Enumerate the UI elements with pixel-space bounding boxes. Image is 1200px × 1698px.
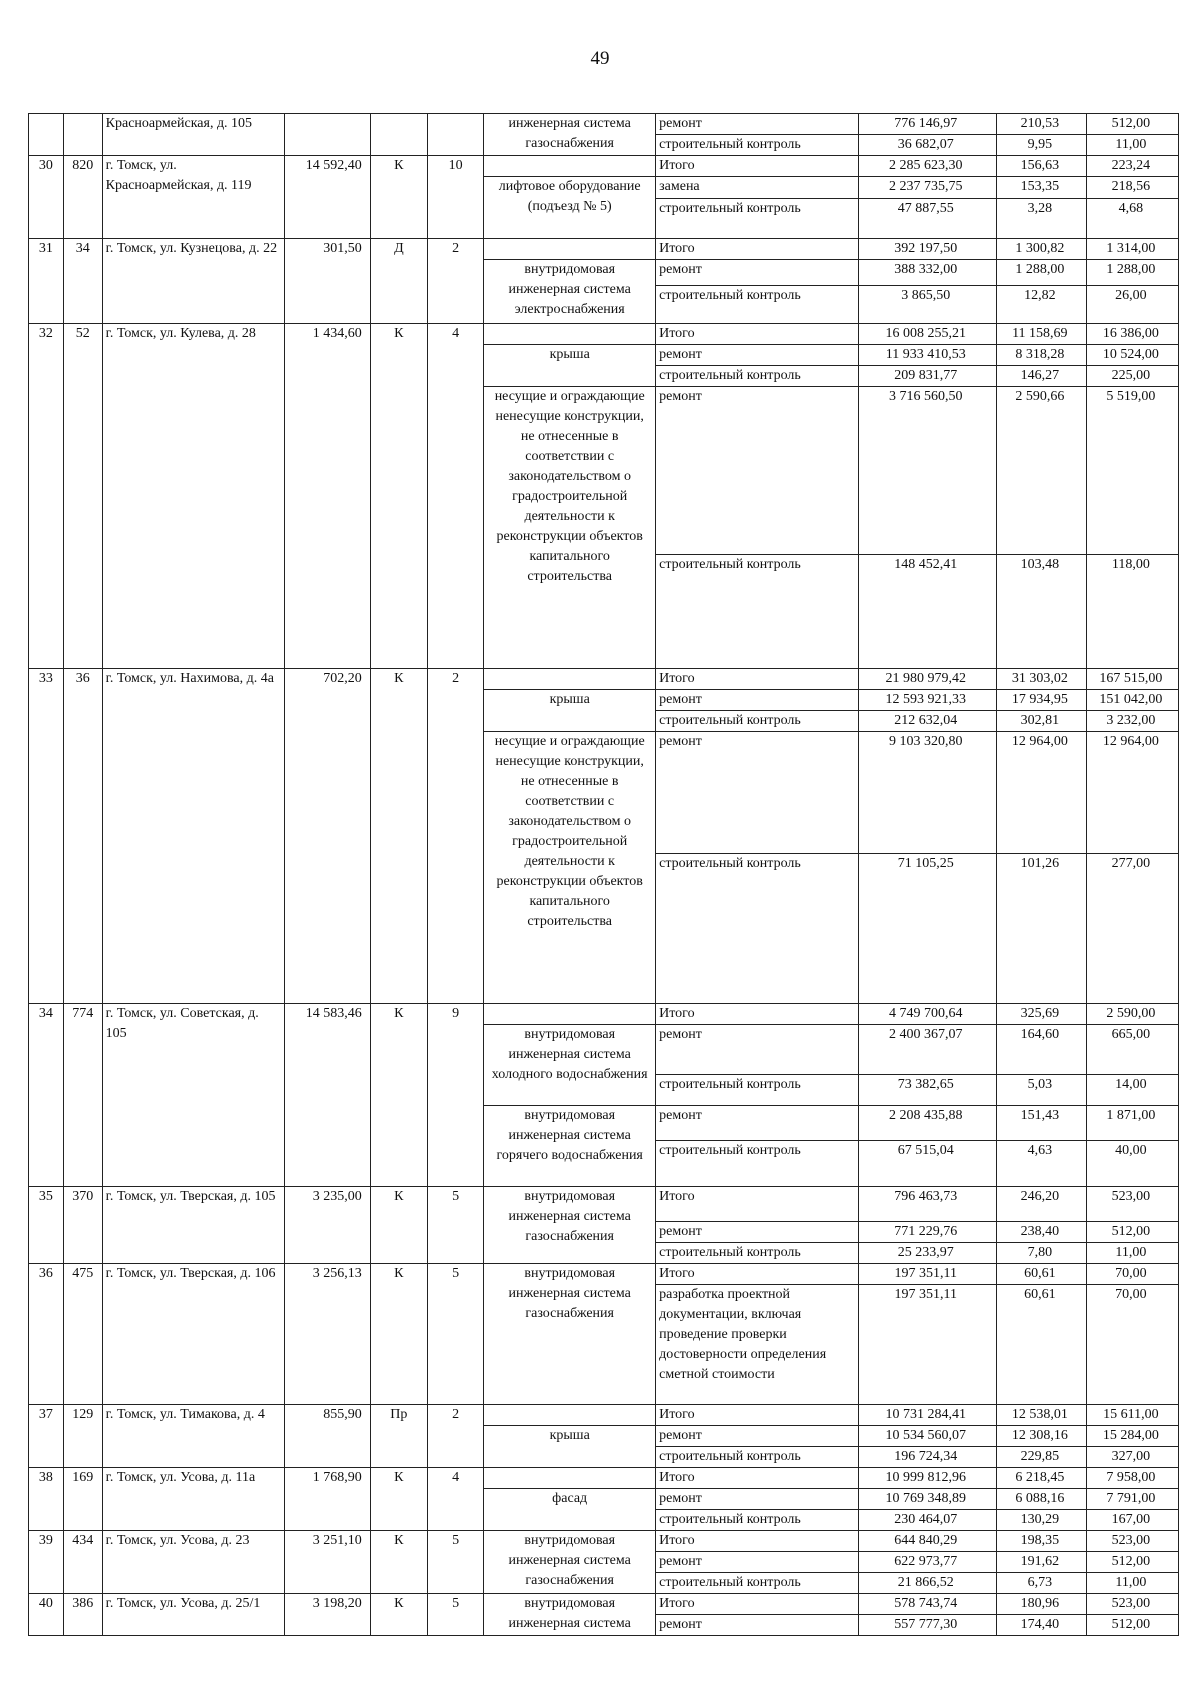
cost-limit: 277,00: [1086, 854, 1178, 1004]
work-type-code: Пр: [370, 1405, 427, 1468]
structural-element: [484, 669, 656, 690]
work-cost: 209 831,77: [858, 366, 996, 387]
work-cost: 148 452,41: [858, 555, 996, 669]
cost-limit: 11,00: [1086, 1573, 1178, 1594]
record-number: [29, 114, 64, 156]
floor-count: 2: [427, 239, 483, 324]
work-cost: 3 865,50: [858, 286, 996, 324]
work-cost: 71 105,25: [858, 854, 996, 1004]
house-area: 3 235,00: [284, 1187, 370, 1264]
house-area: 3 198,20: [284, 1594, 370, 1636]
work-kind: ремонт: [656, 1222, 859, 1243]
unit-cost: 1 288,00: [996, 260, 1086, 286]
work-cost: 11 933 410,53: [858, 345, 996, 366]
work-cost: 9 103 320,80: [858, 732, 996, 854]
work-type-code: К: [370, 1594, 427, 1636]
unit-cost: 8 318,28: [996, 345, 1086, 366]
capital-repair-register-table: [28, 113, 1179, 1636]
unit-cost: 60,61: [996, 1264, 1086, 1285]
table-row: [29, 1531, 1179, 1552]
unit-cost: 101,26: [996, 854, 1086, 1004]
house-address: г. Томск, ул. Усова, д. 23: [102, 1531, 284, 1594]
cost-limit: 10 524,00: [1086, 345, 1178, 366]
record-number: 37: [29, 1405, 64, 1468]
work-cost: 73 382,65: [858, 1075, 996, 1106]
structural-element: внутридомовая инженерная система: [484, 1594, 656, 1636]
table-row: [29, 1405, 1179, 1426]
work-cost: 644 840,29: [858, 1531, 996, 1552]
house-area: 1 768,90: [284, 1468, 370, 1531]
unit-cost: 6 088,16: [996, 1489, 1086, 1510]
unit-cost: 3,28: [996, 199, 1086, 239]
work-kind: ремонт: [656, 1025, 859, 1075]
work-kind: Итого: [656, 669, 859, 690]
house-area: [284, 114, 370, 156]
work-type-code: К: [370, 1531, 427, 1594]
cost-limit: 167,00: [1086, 1510, 1178, 1531]
work-cost: 3 716 560,50: [858, 387, 996, 555]
work-kind: Итого: [656, 1405, 859, 1426]
work-type-code: К: [370, 1264, 427, 1405]
house-address: г. Томск, ул. Кузнецова, д. 22: [102, 239, 284, 324]
record-number: 30: [29, 156, 64, 239]
house-address: г. Томск, ул. Советская, д. 105: [102, 1004, 284, 1187]
cost-limit: 512,00: [1086, 1615, 1178, 1636]
work-kind: строительный контроль: [656, 286, 859, 324]
house-code: 820: [63, 156, 102, 239]
work-cost: 10 731 284,41: [858, 1405, 996, 1426]
work-kind: строительный контроль: [656, 555, 859, 669]
structural-element: внутридомовая инженерная система газоснабжения: [484, 1531, 656, 1594]
floor-count: 4: [427, 1468, 483, 1531]
house-code: 434: [63, 1531, 102, 1594]
cost-limit: 15 284,00: [1086, 1426, 1178, 1447]
work-kind: строительный контроль: [656, 854, 859, 1004]
cost-limit: 14,00: [1086, 1075, 1178, 1106]
work-kind: строительный контроль: [656, 135, 859, 156]
work-cost: 10 769 348,89: [858, 1489, 996, 1510]
work-cost: 16 008 255,21: [858, 324, 996, 345]
work-type-code: К: [370, 156, 427, 239]
work-kind: строительный контроль: [656, 1075, 859, 1106]
record-number: 31: [29, 239, 64, 324]
structural-element: [484, 156, 656, 177]
work-cost: 212 632,04: [858, 711, 996, 732]
house-address: г. Томск, ул. Усова, д. 11а: [102, 1468, 284, 1531]
house-address: Красноармейская, д. 105: [102, 114, 284, 156]
work-kind: Итого: [656, 324, 859, 345]
cost-limit: 512,00: [1086, 1552, 1178, 1573]
table-row: [29, 669, 1179, 690]
cost-limit: 327,00: [1086, 1447, 1178, 1468]
work-kind: строительный контроль: [656, 366, 859, 387]
cost-limit: 70,00: [1086, 1264, 1178, 1285]
work-cost: 10 999 812,96: [858, 1468, 996, 1489]
table-row: [29, 239, 1179, 260]
page-number: 49: [590, 48, 610, 69]
work-kind: ремонт: [656, 1106, 859, 1141]
work-cost: 796 463,73: [858, 1187, 996, 1222]
work-kind: Итого: [656, 239, 859, 260]
cost-limit: 1 871,00: [1086, 1106, 1178, 1141]
unit-cost: 153,35: [996, 177, 1086, 199]
work-kind: разработка проектной документации, включая проведение проверки достоверности определения сметной стоимости: [656, 1285, 859, 1405]
work-cost: 776 146,97: [858, 114, 996, 135]
work-cost: 578 743,74: [858, 1594, 996, 1615]
work-kind: строительный контроль: [656, 1573, 859, 1594]
work-kind: ремонт: [656, 387, 859, 555]
work-cost: 622 973,77: [858, 1552, 996, 1573]
house-address: г. Томск, ул. Тверская, д. 106: [102, 1264, 284, 1405]
unit-cost: 174,40: [996, 1615, 1086, 1636]
house-address: г. Томск, ул. Усова, д. 25/1: [102, 1594, 284, 1636]
house-code: [63, 114, 102, 156]
work-cost: 67 515,04: [858, 1141, 996, 1187]
unit-cost: 103,48: [996, 555, 1086, 669]
table-row: [29, 324, 1179, 345]
unit-cost: 164,60: [996, 1025, 1086, 1075]
work-kind: ремонт: [656, 1552, 859, 1573]
unit-cost: 12 538,01: [996, 1405, 1086, 1426]
cost-limit: 118,00: [1086, 555, 1178, 669]
work-cost: 197 351,11: [858, 1264, 996, 1285]
work-kind: ремонт: [656, 1615, 859, 1636]
work-type-code: К: [370, 1187, 427, 1264]
structural-element: внутридомовая инженерная система газоснабжения: [484, 1264, 656, 1405]
table-row: [29, 1594, 1179, 1615]
unit-cost: 198,35: [996, 1531, 1086, 1552]
unit-cost: 9,95: [996, 135, 1086, 156]
work-cost: 196 724,34: [858, 1447, 996, 1468]
cost-limit: 3 232,00: [1086, 711, 1178, 732]
house-code: 34: [63, 239, 102, 324]
unit-cost: 17 934,95: [996, 690, 1086, 711]
work-cost: 21 866,52: [858, 1573, 996, 1594]
work-kind: Итого: [656, 1594, 859, 1615]
unit-cost: 156,63: [996, 156, 1086, 177]
house-area: 3 251,10: [284, 1531, 370, 1594]
work-kind: Итого: [656, 156, 859, 177]
unit-cost: 31 303,02: [996, 669, 1086, 690]
unit-cost: 325,69: [996, 1004, 1086, 1025]
cost-limit: 151 042,00: [1086, 690, 1178, 711]
cost-limit: 26,00: [1086, 286, 1178, 324]
cost-limit: 523,00: [1086, 1594, 1178, 1615]
work-cost: 392 197,50: [858, 239, 996, 260]
house-code: 370: [63, 1187, 102, 1264]
structural-element: несущие и ограждающие ненесущие конструкции, не отнесенные в соответствии с законодательством о градостроительной деятельности к реконструкции объектов капитального строительства: [484, 732, 656, 1004]
record-number: 35: [29, 1187, 64, 1264]
structural-element: фасад: [484, 1489, 656, 1531]
unit-cost: 246,20: [996, 1187, 1086, 1222]
unit-cost: 12,82: [996, 286, 1086, 324]
structural-element: [484, 1405, 656, 1426]
work-kind: ремонт: [656, 732, 859, 854]
house-code: 36: [63, 669, 102, 1004]
work-kind: Итого: [656, 1264, 859, 1285]
work-cost: 21 980 979,42: [858, 669, 996, 690]
unit-cost: 1 300,82: [996, 239, 1086, 260]
house-address: г. Томск, ул. Красноармейская, д. 119: [102, 156, 284, 239]
cost-limit: 11,00: [1086, 1243, 1178, 1264]
table-row: [29, 114, 1179, 135]
floor-count: [427, 114, 483, 156]
work-type-code: К: [370, 1468, 427, 1531]
unit-cost: 11 158,69: [996, 324, 1086, 345]
structural-element: [484, 324, 656, 345]
unit-cost: 6,73: [996, 1573, 1086, 1594]
work-kind: строительный контроль: [656, 1141, 859, 1187]
work-cost: 388 332,00: [858, 260, 996, 286]
unit-cost: 7,80: [996, 1243, 1086, 1264]
record-number: 32: [29, 324, 64, 669]
house-area: 855,90: [284, 1405, 370, 1468]
work-kind: ремонт: [656, 345, 859, 366]
unit-cost: 302,81: [996, 711, 1086, 732]
work-kind: строительный контроль: [656, 711, 859, 732]
cost-limit: 15 611,00: [1086, 1405, 1178, 1426]
work-cost: 197 351,11: [858, 1285, 996, 1405]
structural-element: внутридомовая инженерная система электроснабжения: [484, 260, 656, 324]
floor-count: 9: [427, 1004, 483, 1187]
work-cost: 557 777,30: [858, 1615, 996, 1636]
work-kind: ремонт: [656, 1426, 859, 1447]
cost-limit: 5 519,00: [1086, 387, 1178, 555]
cost-limit: 167 515,00: [1086, 669, 1178, 690]
structural-element: внутридомовая инженерная система газоснабжения: [484, 1187, 656, 1264]
work-kind: ремонт: [656, 690, 859, 711]
house-code: 52: [63, 324, 102, 669]
unit-cost: 5,03: [996, 1075, 1086, 1106]
structural-element: внутридомовая инженерная система холодного водоснабжения: [484, 1025, 656, 1106]
unit-cost: 146,27: [996, 366, 1086, 387]
structural-element: крыша: [484, 690, 656, 732]
structural-element: лифтовое оборудование (подъезд № 5): [484, 177, 656, 239]
floor-count: 10: [427, 156, 483, 239]
table-row: [29, 156, 1179, 177]
floor-count: 5: [427, 1187, 483, 1264]
cost-limit: 665,00: [1086, 1025, 1178, 1075]
cost-limit: 1 314,00: [1086, 239, 1178, 260]
work-cost: 2 285 623,30: [858, 156, 996, 177]
floor-count: 5: [427, 1264, 483, 1405]
unit-cost: 130,29: [996, 1510, 1086, 1531]
cost-limit: 40,00: [1086, 1141, 1178, 1187]
cost-limit: 223,24: [1086, 156, 1178, 177]
house-code: 129: [63, 1405, 102, 1468]
work-kind: ремонт: [656, 114, 859, 135]
cost-limit: 11,00: [1086, 135, 1178, 156]
work-cost: 47 887,55: [858, 199, 996, 239]
work-kind: строительный контроль: [656, 1510, 859, 1531]
work-kind: строительный контроль: [656, 1243, 859, 1264]
record-number: 34: [29, 1004, 64, 1187]
unit-cost: 12 964,00: [996, 732, 1086, 854]
house-code: 169: [63, 1468, 102, 1531]
house-address: г. Томск, ул. Тимакова, д. 4: [102, 1405, 284, 1468]
cost-limit: 512,00: [1086, 1222, 1178, 1243]
work-cost: 2 400 367,07: [858, 1025, 996, 1075]
cost-limit: 2 590,00: [1086, 1004, 1178, 1025]
cost-limit: 225,00: [1086, 366, 1178, 387]
work-cost: 4 749 700,64: [858, 1004, 996, 1025]
floor-count: 4: [427, 324, 483, 669]
work-cost: 25 233,97: [858, 1243, 996, 1264]
unit-cost: 151,43: [996, 1106, 1086, 1141]
structural-element: внутридомовая инженерная система горячего водоснабжения: [484, 1106, 656, 1187]
work-type-code: Д: [370, 239, 427, 324]
cost-limit: 70,00: [1086, 1285, 1178, 1405]
record-number: 36: [29, 1264, 64, 1405]
structural-element: крыша: [484, 345, 656, 387]
work-kind: Итого: [656, 1531, 859, 1552]
unit-cost: 6 218,45: [996, 1468, 1086, 1489]
structural-element: инженерная система газоснабжения: [484, 114, 656, 156]
cost-limit: 218,56: [1086, 177, 1178, 199]
house-address: г. Томск, ул. Нахимова, д. 4а: [102, 669, 284, 1004]
table-row: [29, 1187, 1179, 1222]
structural-element: [484, 1468, 656, 1489]
work-kind: Итого: [656, 1468, 859, 1489]
unit-cost: 229,85: [996, 1447, 1086, 1468]
house-area: 14 592,40: [284, 156, 370, 239]
house-code: 386: [63, 1594, 102, 1636]
work-type-code: К: [370, 1004, 427, 1187]
house-area: 301,50: [284, 239, 370, 324]
work-cost: 2 237 735,75: [858, 177, 996, 199]
work-kind: Итого: [656, 1187, 859, 1222]
cost-limit: 523,00: [1086, 1187, 1178, 1222]
floor-count: 2: [427, 669, 483, 1004]
cost-limit: 512,00: [1086, 114, 1178, 135]
floor-count: 5: [427, 1594, 483, 1636]
work-cost: 12 593 921,33: [858, 690, 996, 711]
work-type-code: [370, 114, 427, 156]
table-row: [29, 1468, 1179, 1489]
record-number: 40: [29, 1594, 64, 1636]
record-number: 39: [29, 1531, 64, 1594]
unit-cost: 180,96: [996, 1594, 1086, 1615]
work-kind: ремонт: [656, 1489, 859, 1510]
work-kind: строительный контроль: [656, 1447, 859, 1468]
table-row: [29, 1264, 1179, 1285]
cost-limit: 16 386,00: [1086, 324, 1178, 345]
work-kind: ремонт: [656, 260, 859, 286]
unit-cost: 238,40: [996, 1222, 1086, 1243]
unit-cost: 12 308,16: [996, 1426, 1086, 1447]
floor-count: 2: [427, 1405, 483, 1468]
house-area: 3 256,13: [284, 1264, 370, 1405]
record-number: 33: [29, 669, 64, 1004]
house-area: 702,20: [284, 669, 370, 1004]
cost-limit: 12 964,00: [1086, 732, 1178, 854]
work-kind: строительный контроль: [656, 199, 859, 239]
work-cost: 36 682,07: [858, 135, 996, 156]
house-address: г. Томск, ул. Тверская, д. 105: [102, 1187, 284, 1264]
work-cost: 771 229,76: [858, 1222, 996, 1243]
work-cost: 230 464,07: [858, 1510, 996, 1531]
unit-cost: 2 590,66: [996, 387, 1086, 555]
cost-limit: 7 791,00: [1086, 1489, 1178, 1510]
structural-element: крыша: [484, 1426, 656, 1468]
table-row: [29, 1004, 1179, 1025]
house-code: 475: [63, 1264, 102, 1405]
structural-element: несущие и ограждающие ненесущие конструкции, не отнесенные в соответствии с законодательством о градостроительной деятельности к реконструкции объектов капитального строительства: [484, 387, 656, 669]
floor-count: 5: [427, 1531, 483, 1594]
unit-cost: 191,62: [996, 1552, 1086, 1573]
house-code: 774: [63, 1004, 102, 1187]
cost-limit: 523,00: [1086, 1531, 1178, 1552]
house-address: г. Томск, ул. Кулева, д. 28: [102, 324, 284, 669]
cost-limit: 7 958,00: [1086, 1468, 1178, 1489]
work-kind: Итого: [656, 1004, 859, 1025]
work-cost: 2 208 435,88: [858, 1106, 996, 1141]
cost-limit: 4,68: [1086, 199, 1178, 239]
record-number: 38: [29, 1468, 64, 1531]
structural-element: [484, 1004, 656, 1025]
unit-cost: 4,63: [996, 1141, 1086, 1187]
unit-cost: 210,53: [996, 114, 1086, 135]
cost-limit: 1 288,00: [1086, 260, 1178, 286]
structural-element: [484, 239, 656, 260]
house-area: 1 434,60: [284, 324, 370, 669]
work-cost: 10 534 560,07: [858, 1426, 996, 1447]
house-area: 14 583,46: [284, 1004, 370, 1187]
work-kind: замена: [656, 177, 859, 199]
work-type-code: К: [370, 669, 427, 1004]
work-type-code: К: [370, 324, 427, 669]
unit-cost: 60,61: [996, 1285, 1086, 1405]
